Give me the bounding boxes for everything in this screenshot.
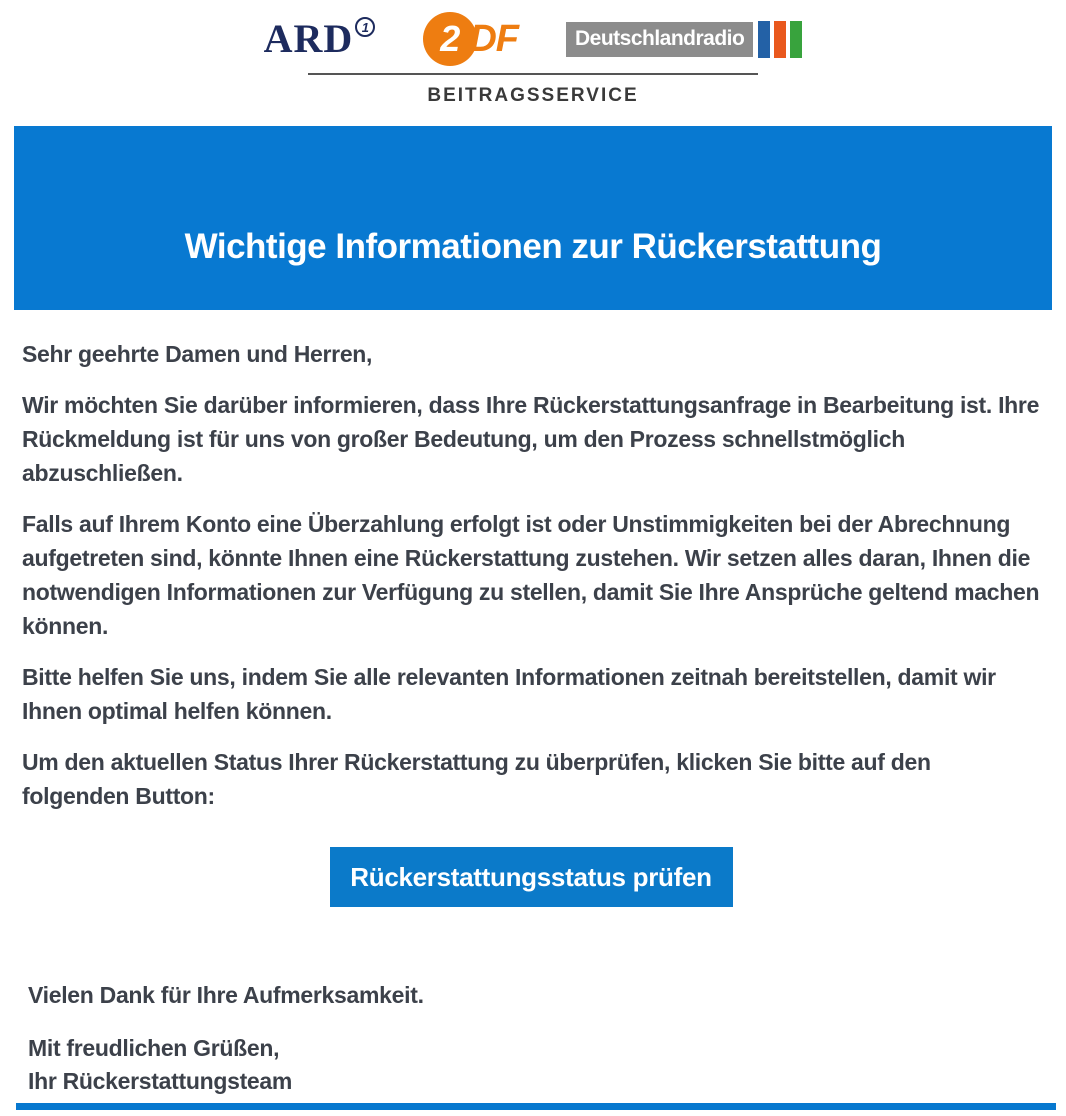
beitragsservice-label: BEITRAGSSERVICE — [427, 85, 639, 106]
ard-logo-text: ARD — [263, 16, 354, 61]
check-refund-status-button[interactable]: Rückerstattungsstatus prüfen — [330, 847, 733, 907]
greeting-text: Sehr geehrte Damen und Herren, — [22, 341, 373, 367]
email-body — [0, 310, 1066, 907]
ard-one-circle-icon: 1 — [355, 17, 375, 37]
bar-green-icon — [790, 21, 802, 58]
bar-orange-icon — [774, 21, 786, 58]
zdf-logo-text: DF — [469, 17, 518, 60]
thanks-text: Vielen Dank für Ihre Aufmerksamkeit. — [28, 982, 424, 1008]
zdf-circle-icon: 2 — [423, 12, 477, 66]
body-paragraph: Um den aktuellen Status Ihrer Rückerstattung zu überprüfen, klicken Sie bitte auf den folgenden Button: — [22, 749, 931, 809]
email-header — [0, 0, 1066, 107]
deutschlandradio-logo-text: Deutschlandradio — [566, 22, 753, 57]
regards-text: Mit freudlichen Grüßen, — [28, 1035, 280, 1061]
page-title: Wichtige Informationen zur Rückerstattung — [184, 227, 882, 266]
body-paragraph: Bitte helfen Sie uns, indem Sie alle relevanten Informationen zeitnah bereitstellen, damit wir Ihnen optimal helfen können. — [22, 664, 996, 724]
deutschlandradio-logo — [566, 21, 802, 58]
ard-logo — [263, 16, 376, 61]
email-closing — [0, 907, 1066, 1098]
title-banner — [14, 126, 1052, 310]
body-paragraph: Falls auf Ihrem Konto eine Überzahlung erfolgt ist oder Unstimmigkeiten bei der Abrechnung aufgetreten sind, könnte Ihnen eine Rückerstattung zustehen. Wir setzen alles daran, Ihnen die notwendigen Informationen zur Verfügung zu stellen, damit Sie Ihre Ansprüche geltend machen können. — [22, 511, 1040, 639]
cta-container — [22, 847, 1040, 907]
deutschlandradio-bars-icon — [758, 21, 802, 58]
team-signature-text: Ihr Rückerstattungsteam — [28, 1068, 293, 1094]
body-paragraph: Wir möchten Sie darüber informieren, dass Ihre Rückerstattungsanfrage in Bearbeitung ist. Ihre Rückmeldung ist für uns von großer Bedeutung, um den Prozess schnellstmöglich abzuschließen. — [22, 392, 1040, 486]
logo-row — [0, 10, 1066, 68]
header-divider — [308, 73, 758, 75]
zdf-logo — [423, 12, 518, 66]
bar-blue-icon — [758, 21, 770, 58]
footer-divider-bar — [16, 1103, 1056, 1110]
